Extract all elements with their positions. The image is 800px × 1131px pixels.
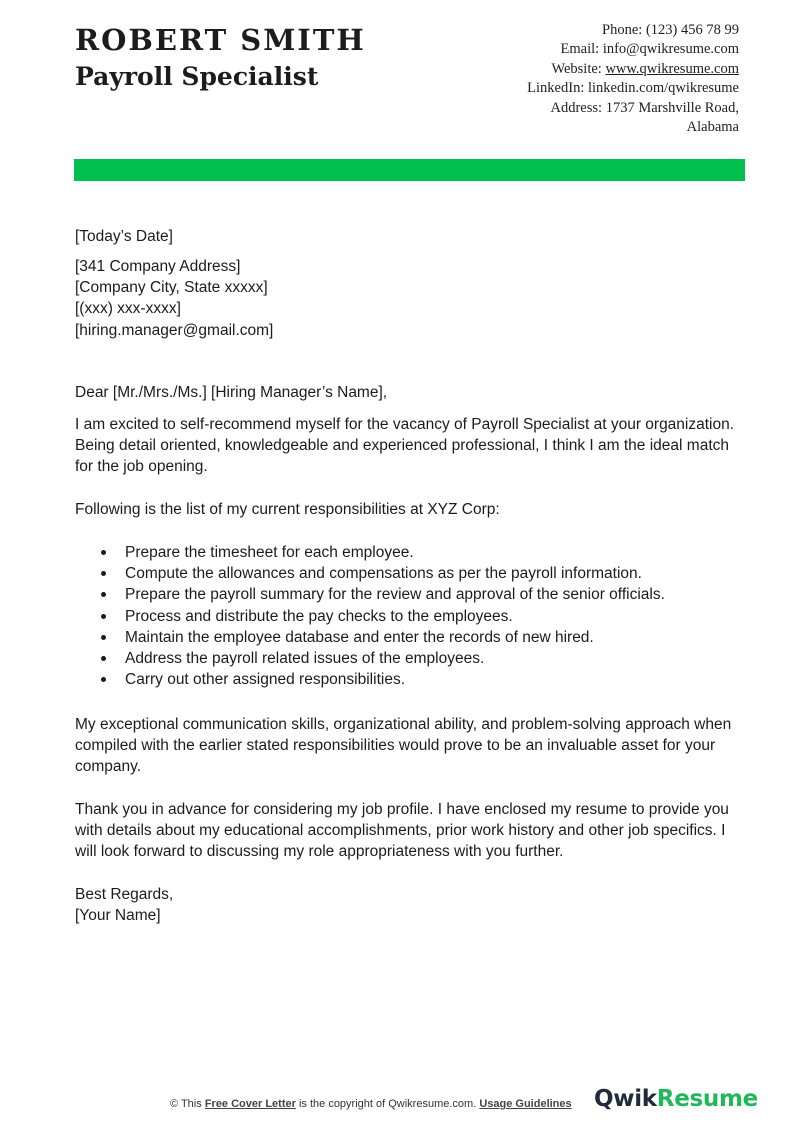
bullet-icon: [101, 592, 106, 597]
contact-block: [527, 21, 739, 137]
list-item: Address the payroll related issues of the employees.: [98, 648, 738, 669]
letter-date: [Today’s Date]: [75, 228, 173, 245]
contact-phone: Phone: (123) 456 78 99: [602, 22, 739, 38]
bullet-icon: [101, 550, 106, 555]
recipient-line: [Company City, State xxxxx]: [75, 279, 268, 297]
contact-email: Email: info@qwikresume.com: [560, 41, 739, 58]
website-link[interactable]: www.qwikresume.com: [605, 60, 739, 77]
free-cover-letter-link[interactable]: Free Cover Letter: [204, 1098, 296, 1110]
applicant-name: ROBERT SMITH: [75, 23, 366, 57]
header-divider-bar: [74, 159, 745, 181]
bullet-icon: [101, 614, 106, 619]
intro-paragraph: I am excited to self-recommend myself for the vacancy of Payroll Specialist at your organization. Being detail oriented, knowledgeable and experienced professional, I think I am the ideal match for the job opening.: [75, 416, 735, 476]
recipient-line: [(xxx) xxx-xxxx]: [75, 300, 181, 318]
list-item: Carry out other assigned responsibilities.: [98, 669, 738, 690]
signature-name: [Your Name]: [75, 907, 161, 925]
contact-address-line2: Alabama: [686, 119, 739, 136]
recipient-address: [75, 256, 735, 341]
list-item: Process and distribute the pay checks to the employees.: [98, 606, 738, 627]
sign-off: [75, 884, 735, 926]
applicant-job-title: Payroll Specialist: [75, 62, 319, 91]
closing-phrase: Best Regards,: [75, 886, 174, 903]
list-item: Compute the allowances and compensations as per the payroll information.: [98, 563, 738, 584]
closing-paragraph: Thank you in advance for considering my job profile. I have enclosed my resume to provide you with details about my educational accomplishments, prior work history and other job specifics. I will look forward to discussing my role appropriateness with you further.: [75, 801, 729, 861]
list-item: Maintain the employee database and enter the records of new hired.: [98, 627, 738, 648]
bullet-icon: [101, 571, 106, 576]
contact-linkedin: LinkedIn: linkedin.com/qwikresume: [527, 80, 739, 97]
bullet-icon: [101, 677, 106, 682]
responsibilities-intro: Following is the list of my current responsibilities at XYZ Corp:: [75, 501, 500, 518]
recipient-line: [341 Company Address]: [75, 258, 241, 275]
skills-paragraph: My exceptional communication skills, organizational ability, and problem-solving approach when compiled with the earlier stated responsibilities would prove to be an invaluable asset for your company.: [75, 716, 732, 776]
salutation: Dear [Mr./Mrs./Ms.] [Hiring Manager’s Name],: [75, 384, 388, 401]
responsibilities-list: [98, 542, 738, 690]
list-item: Prepare the payroll summary for the review and approval of the senior officials.: [98, 584, 738, 605]
copyright-note: © This Free Cover Letter is the copyright of Qwikresume.com. Usage Guidelines: [170, 1098, 572, 1110]
contact-address: Address: 1737 Marshville Road,: [550, 99, 739, 116]
bullet-icon: [101, 656, 106, 661]
qwikresume-logo: QwikResume: [594, 1086, 758, 1112]
recipient-line: [hiring.manager@gmail.com]: [75, 321, 274, 339]
list-item: Prepare the timesheet for each employee.: [98, 542, 738, 563]
usage-guidelines-link[interactable]: Usage Guidelines: [479, 1098, 572, 1110]
contact-website: Website: www.qwikresume.com: [551, 60, 739, 77]
bullet-icon: [101, 635, 106, 640]
